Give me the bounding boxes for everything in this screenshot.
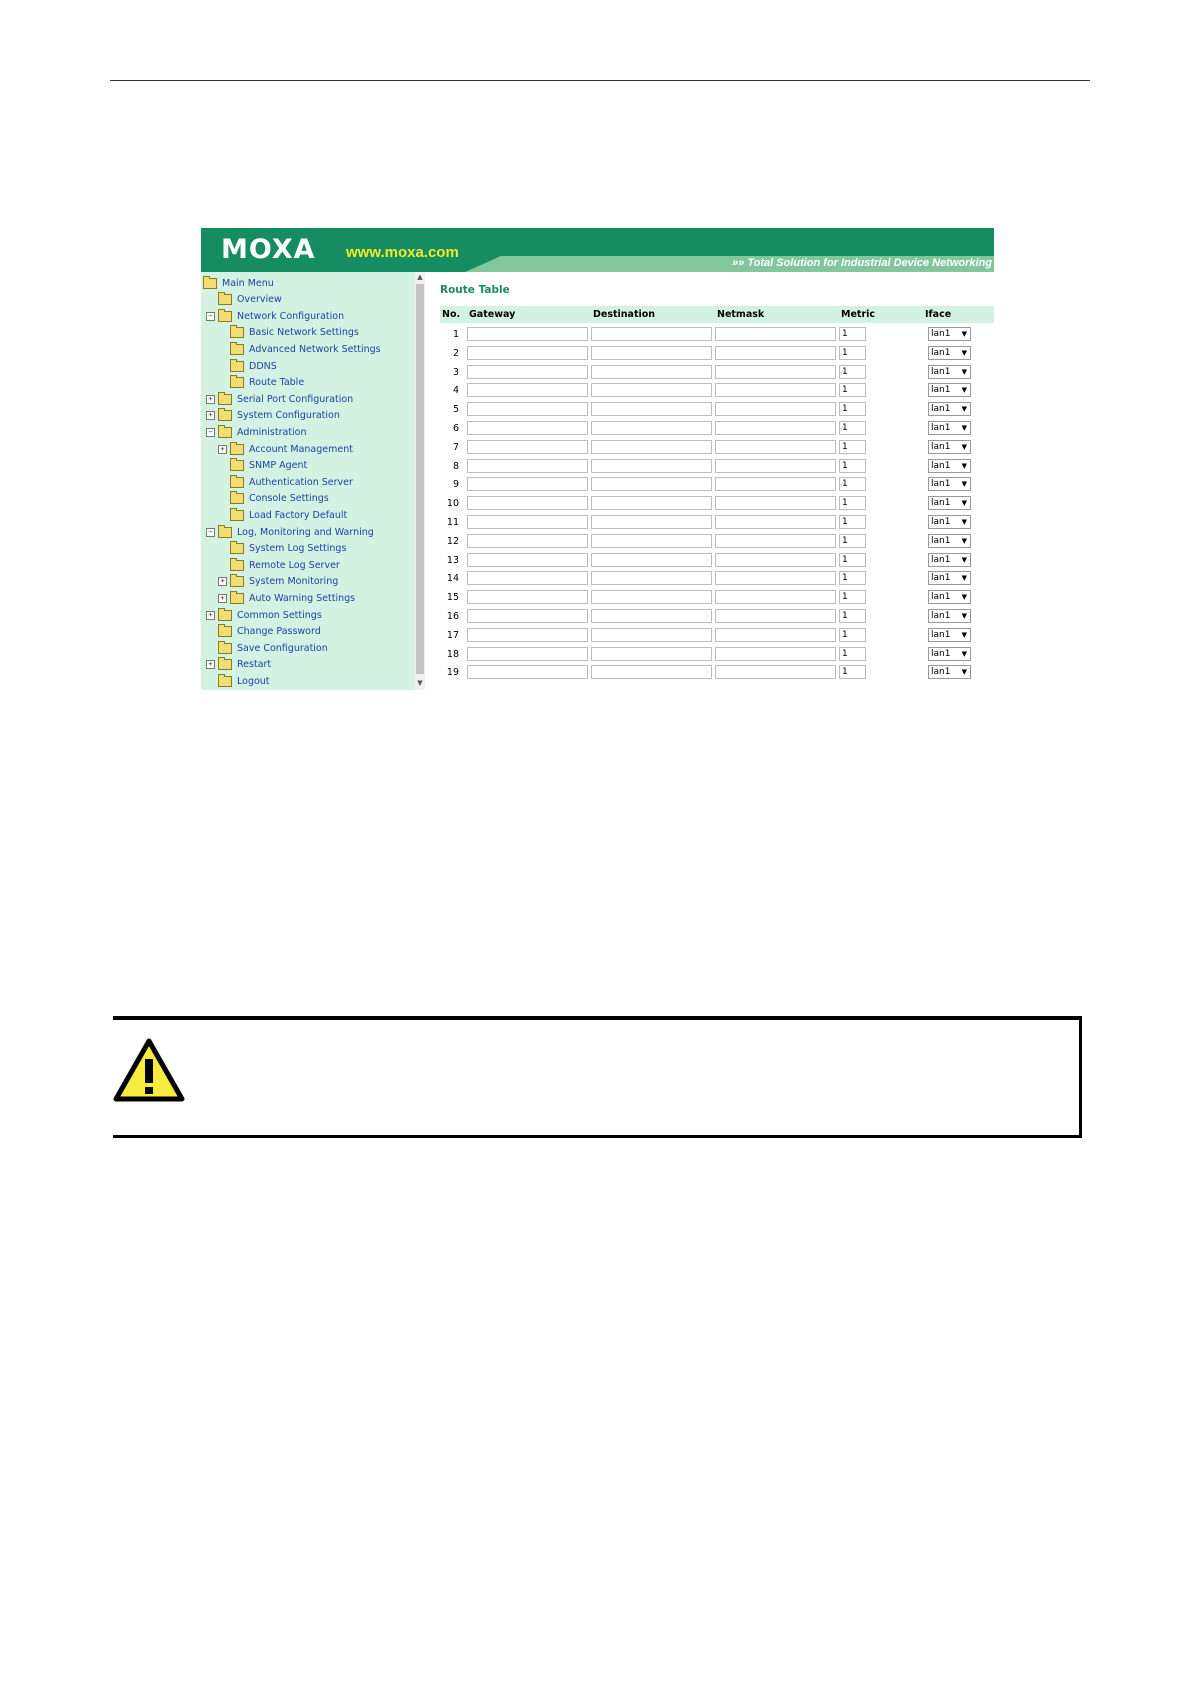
sidebar-item-label: Save Configuration	[237, 642, 328, 654]
destination-input[interactable]	[591, 515, 712, 529]
destination-input[interactable]	[591, 647, 712, 661]
expand-icon[interactable]: +	[206, 660, 215, 669]
destination-input[interactable]	[591, 477, 712, 491]
destination-input[interactable]	[591, 402, 712, 416]
iface-select[interactable]	[928, 365, 971, 379]
dropdown-caret-icon: ▼	[961, 499, 967, 508]
iface-value: lan1	[931, 404, 951, 415]
warning-triangle-icon	[113, 1037, 185, 1103]
destination-input[interactable]	[591, 553, 712, 567]
folder-icon	[218, 610, 232, 621]
iface-value: lan1	[931, 479, 951, 490]
dropdown-caret-icon: ▼	[961, 367, 967, 376]
folder-open-icon	[218, 527, 232, 538]
expand-icon[interactable]: +	[206, 411, 215, 420]
dropdown-caret-icon: ▼	[961, 424, 967, 432]
sidebar-item[interactable]	[218, 508, 347, 522]
sidebar-item-label: Advanced Network Settings	[249, 343, 381, 355]
row-number: 1	[452, 329, 459, 340]
row-number: 15	[446, 592, 459, 604]
sidebar-item[interactable]	[206, 525, 374, 539]
sidebar-item-label: Load Factory Default	[249, 509, 348, 521]
iface-select[interactable]	[928, 327, 971, 341]
netmask-input[interactable]	[715, 553, 836, 567]
destination-input[interactable]	[591, 421, 712, 435]
iface-select[interactable]	[928, 421, 971, 435]
table-row	[440, 326, 994, 344]
metric-input[interactable]: 1	[839, 515, 866, 529]
folder-icon	[218, 410, 232, 421]
folder-icon	[230, 344, 244, 355]
sidebar-item-label: Route Table	[249, 377, 305, 389]
sidebar-item-label: DDNS	[249, 360, 277, 372]
row-number: 10	[446, 498, 459, 510]
folder-icon	[230, 477, 244, 488]
destination-input[interactable]	[591, 383, 712, 397]
sidebar-item[interactable]	[203, 276, 274, 290]
sidebar-item-label: System Log Settings	[249, 543, 347, 555]
gateway-input[interactable]	[467, 459, 588, 473]
metric-input[interactable]: 1	[839, 534, 866, 548]
dropdown-caret-icon: ▼	[961, 593, 967, 602]
iface-value: lan1	[931, 629, 951, 640]
folder-icon	[230, 560, 244, 571]
sidebar-item-label: Main Menu	[222, 277, 274, 289]
column-header: Metric	[841, 309, 876, 320]
iface-select[interactable]	[928, 628, 971, 642]
gateway-input[interactable]	[467, 534, 588, 548]
folder-icon	[230, 327, 244, 338]
route-table-panel	[425, 272, 994, 690]
sidebar-item-label: SNMP Agent	[249, 460, 308, 472]
dropdown-caret-icon: ▼	[961, 348, 967, 357]
table-row	[440, 589, 994, 607]
folder-icon	[218, 294, 232, 305]
folder-icon	[218, 626, 232, 637]
scroll-thumb[interactable]	[416, 284, 424, 674]
row-number: 18	[446, 648, 459, 660]
column-header: Gateway	[469, 309, 516, 320]
metric-input[interactable]: 1	[839, 421, 866, 435]
folder-open-icon	[218, 427, 232, 438]
sidebar-item[interactable]	[206, 293, 282, 307]
metric-input[interactable]: 1	[839, 383, 866, 397]
netmask-input[interactable]	[715, 515, 836, 529]
column-header: Iface	[925, 309, 952, 320]
sidebar-item-label: Log, Monitoring and Warning	[237, 526, 374, 538]
destination-input[interactable]	[591, 496, 712, 510]
expand-icon[interactable]: +	[206, 395, 215, 404]
destination-input[interactable]	[591, 327, 712, 341]
metric-input[interactable]: 1	[839, 477, 866, 491]
row-number: 7	[452, 441, 459, 453]
folder-icon	[218, 394, 232, 405]
column-header: Netmask	[717, 309, 765, 320]
metric-input[interactable]: 1	[839, 647, 866, 661]
metric-input[interactable]: 1	[839, 365, 866, 379]
row-number: 19	[446, 667, 459, 679]
table-row	[440, 364, 994, 382]
collapse-icon[interactable]: −	[206, 312, 215, 321]
table-row	[440, 608, 994, 626]
sidebar-item-label: Administration	[237, 426, 307, 438]
gateway-input[interactable]	[467, 402, 588, 416]
table-row	[440, 646, 994, 664]
sidebar-item-label: Auto Warning Settings	[249, 592, 356, 604]
netmask-input[interactable]	[715, 609, 836, 623]
iface-select[interactable]	[928, 534, 971, 548]
table-row	[440, 382, 994, 400]
netmask-input[interactable]	[715, 628, 836, 642]
netmask-input[interactable]	[715, 365, 836, 379]
destination-input[interactable]	[591, 590, 712, 604]
iface-value: lan1	[931, 667, 951, 678]
web-console-screenshot	[201, 228, 994, 690]
destination-input[interactable]	[591, 609, 712, 623]
table-row	[440, 476, 994, 494]
destination-input[interactable]	[591, 440, 712, 454]
expand-icon[interactable]: +	[218, 577, 227, 586]
row-number: 9	[452, 479, 459, 491]
netmask-input[interactable]	[715, 496, 836, 510]
iface-value: lan1	[931, 517, 951, 527]
sidebar-item-label: Authentication Server	[249, 476, 353, 488]
iface-value: lan1	[931, 460, 951, 471]
folder-icon	[230, 444, 244, 455]
sidebar-item[interactable]	[218, 542, 346, 556]
netmask-input[interactable]	[715, 571, 836, 585]
sidebar-item[interactable]	[218, 575, 338, 589]
gateway-input[interactable]	[467, 515, 588, 529]
sidebar-item[interactable]	[218, 376, 304, 390]
folder-icon	[230, 593, 244, 604]
iface-value: lan1	[931, 329, 951, 339]
netmask-input[interactable]	[715, 590, 836, 604]
destination-input[interactable]	[591, 534, 712, 548]
folder-icon	[230, 510, 244, 521]
row-number: 17	[446, 629, 459, 641]
metric-input[interactable]: 1	[839, 440, 866, 454]
table-row	[440, 495, 994, 513]
row-number: 4	[452, 385, 459, 397]
table-row	[440, 664, 994, 682]
iface-select[interactable]	[928, 496, 971, 510]
sidebar-item[interactable]	[206, 392, 353, 406]
dropdown-caret-icon: ▼	[961, 630, 967, 639]
scroll-down-arrow-icon[interactable]: ▼	[417, 679, 423, 687]
folder-icon	[218, 643, 232, 654]
sidebar-item[interactable]	[206, 608, 322, 622]
sidebar-item[interactable]	[206, 658, 271, 672]
metric-input[interactable]: 1	[839, 459, 866, 473]
metric-input[interactable]: 1	[839, 553, 866, 567]
collapse-icon[interactable]: −	[206, 528, 215, 537]
gateway-input[interactable]	[467, 383, 588, 397]
iface-value: lan1	[931, 366, 951, 377]
gateway-input[interactable]	[467, 553, 588, 567]
sidebar-item[interactable]	[218, 359, 277, 373]
folder-icon	[218, 676, 232, 687]
folder-icon	[218, 659, 232, 670]
sidebar-item-label: System Configuration	[237, 410, 340, 422]
dropdown-caret-icon: ▼	[961, 612, 967, 620]
gateway-input[interactable]	[467, 609, 588, 623]
netmask-input[interactable]	[715, 346, 836, 360]
iface-value: lan1	[931, 648, 951, 659]
sidebar-item-label: System Monitoring	[249, 576, 339, 588]
sidebar-item-label: Console Settings	[249, 493, 329, 505]
sidebar-item[interactable]	[218, 459, 307, 473]
sidebar-item[interactable]	[206, 641, 328, 655]
gateway-input[interactable]	[467, 665, 588, 679]
folder-icon	[230, 543, 244, 554]
dropdown-caret-icon: ▼	[961, 405, 967, 414]
netmask-input[interactable]	[715, 327, 836, 341]
dropdown-caret-icon: ▼	[961, 536, 967, 545]
gateway-input[interactable]	[467, 647, 588, 661]
iface-select[interactable]	[928, 515, 971, 529]
table-row	[440, 570, 994, 588]
iface-value: lan1	[931, 535, 951, 546]
row-number: 11	[446, 517, 459, 528]
sidebar-item-label: Overview	[237, 294, 282, 306]
table-row	[440, 458, 994, 476]
row-number: 13	[446, 554, 459, 566]
metric-input[interactable]: 1	[839, 346, 866, 360]
sidebar-item-label: Remote Log Server	[249, 559, 340, 571]
folder-icon	[230, 460, 244, 471]
sidebar-item-label: Network Configuration	[237, 310, 345, 322]
folder-icon	[230, 493, 244, 504]
table-row	[440, 401, 994, 419]
sidebar-item[interactable]	[218, 591, 355, 605]
row-number: 8	[452, 460, 459, 472]
row-number: 3	[452, 366, 459, 378]
table-row	[440, 345, 994, 363]
netmask-input[interactable]	[715, 647, 836, 661]
iface-select[interactable]	[928, 346, 971, 360]
iface-select[interactable]	[928, 647, 971, 661]
column-header: Destination	[593, 309, 656, 320]
netmask-input[interactable]	[715, 383, 836, 397]
netmask-input[interactable]	[715, 421, 836, 435]
dropdown-caret-icon: ▼	[961, 480, 967, 489]
gateway-input[interactable]	[467, 365, 588, 379]
metric-input[interactable]: 1	[839, 571, 866, 585]
sidebar-item-label: Common Settings	[237, 609, 322, 621]
sidebar-item[interactable]	[218, 558, 340, 572]
row-number: 5	[452, 404, 459, 416]
iface-value: lan1	[931, 554, 951, 565]
iface-select[interactable]	[928, 477, 971, 491]
dropdown-caret-icon: ▼	[961, 555, 967, 564]
metric-input[interactable]: 1	[839, 402, 866, 416]
metric-input[interactable]: 1	[839, 609, 866, 623]
iface-value: lan1	[931, 385, 951, 396]
row-number: 6	[452, 423, 459, 434]
row-number: 14	[446, 573, 459, 585]
dropdown-caret-icon: ▼	[961, 574, 967, 583]
banner-tagline: »» Total Solution for Industrial Device Networking	[732, 257, 992, 269]
dropdown-caret-icon: ▼	[961, 649, 967, 658]
row-number: 2	[452, 347, 459, 359]
sidebar-item-label: Account Management	[249, 443, 353, 455]
sidebar-item-label: Basic Network Settings	[249, 327, 359, 339]
iface-value: lan1	[931, 592, 951, 603]
destination-input[interactable]	[591, 571, 712, 585]
sidebar-item[interactable]	[206, 674, 270, 688]
iface-select[interactable]	[928, 440, 971, 454]
page-header-rule	[110, 80, 1090, 81]
dropdown-caret-icon: ▼	[961, 386, 967, 395]
gateway-input[interactable]	[467, 590, 588, 604]
dropdown-caret-icon: ▼	[961, 442, 967, 451]
sidebar-item-label: Logout	[237, 675, 270, 687]
destination-input[interactable]	[591, 365, 712, 379]
sidebar-item-label: Serial Port Configuration	[237, 393, 354, 405]
sidebar-item[interactable]	[218, 326, 359, 340]
gateway-input[interactable]	[467, 346, 588, 360]
row-number: 12	[446, 535, 459, 547]
iface-value: lan1	[931, 498, 951, 509]
dropdown-caret-icon: ▼	[961, 518, 967, 526]
folder-icon	[230, 377, 244, 388]
gateway-input[interactable]	[467, 628, 588, 642]
folder-icon	[230, 361, 244, 372]
gateway-input[interactable]	[467, 440, 588, 454]
table-row	[440, 552, 994, 570]
iface-value: lan1	[931, 347, 951, 358]
metric-input[interactable]: 1	[839, 665, 866, 679]
folder-icon	[230, 576, 244, 587]
dropdown-caret-icon: ▼	[961, 330, 967, 338]
metric-input[interactable]: 1	[839, 590, 866, 604]
main-menu-sidebar	[201, 272, 415, 690]
iface-select[interactable]	[928, 402, 971, 416]
iface-select[interactable]	[928, 553, 971, 567]
table-row	[440, 514, 994, 532]
expand-icon[interactable]: +	[218, 594, 227, 603]
iface-select[interactable]	[928, 383, 971, 397]
moxa-banner	[201, 228, 994, 272]
netmask-input[interactable]	[715, 459, 836, 473]
sidebar-item[interactable]	[218, 492, 329, 506]
dropdown-caret-icon: ▼	[961, 461, 967, 470]
column-header: No.	[442, 309, 461, 320]
iface-select[interactable]	[928, 571, 971, 585]
sidebar-item[interactable]	[218, 442, 353, 456]
destination-input[interactable]	[591, 459, 712, 473]
table-row	[440, 533, 994, 551]
folder-open-icon	[218, 311, 232, 322]
iface-value: lan1	[931, 611, 951, 621]
dropdown-caret-icon: ▼	[961, 668, 967, 677]
table-row	[440, 627, 994, 645]
moxa-logo: MOXA	[221, 234, 316, 265]
gateway-input[interactable]	[467, 327, 588, 341]
expand-icon[interactable]: +	[218, 445, 227, 454]
gateway-input[interactable]	[467, 477, 588, 491]
folder-open-icon	[203, 278, 217, 289]
collapse-icon[interactable]: −	[206, 428, 215, 437]
netmask-input[interactable]	[715, 534, 836, 548]
warning-box	[113, 1016, 1082, 1138]
sidebar-scrollbar[interactable]	[415, 272, 425, 690]
destination-input[interactable]	[591, 628, 712, 642]
netmask-input[interactable]	[715, 402, 836, 416]
sidebar-item-label: Change Password	[237, 626, 321, 638]
metric-input[interactable]: 1	[839, 628, 866, 642]
metric-input[interactable]: 1	[839, 496, 866, 510]
sidebar-item[interactable]	[218, 342, 381, 356]
gateway-input[interactable]	[467, 496, 588, 510]
sidebar-item[interactable]	[206, 625, 321, 639]
destination-input[interactable]	[591, 346, 712, 360]
iface-select[interactable]	[928, 665, 971, 679]
iface-select[interactable]	[928, 609, 971, 623]
sidebar-item[interactable]	[206, 309, 344, 323]
route-table-header	[440, 306, 994, 323]
scroll-up-arrow-icon[interactable]: ▲	[417, 273, 423, 281]
netmask-input[interactable]	[715, 440, 836, 454]
iface-select[interactable]	[928, 590, 971, 604]
table-row	[440, 420, 994, 438]
iface-value: lan1	[931, 423, 951, 433]
moxa-url[interactable]: www.moxa.com	[346, 244, 459, 261]
netmask-input[interactable]	[715, 665, 836, 679]
gateway-input[interactable]	[467, 571, 588, 585]
expand-icon[interactable]: +	[206, 611, 215, 620]
iface-value: lan1	[931, 441, 951, 452]
iface-value: lan1	[931, 573, 951, 584]
metric-input[interactable]: 1	[839, 327, 866, 341]
sidebar-item-label: Restart	[237, 659, 272, 671]
gateway-input[interactable]	[467, 421, 588, 435]
row-number: 16	[446, 611, 459, 622]
sidebar-item[interactable]	[206, 409, 340, 423]
table-row	[440, 439, 994, 457]
sidebar-item[interactable]	[206, 425, 307, 439]
destination-input[interactable]	[591, 665, 712, 679]
iface-select[interactable]	[928, 459, 971, 473]
page-title: Route Table	[440, 284, 510, 296]
netmask-input[interactable]	[715, 477, 836, 491]
sidebar-item[interactable]	[218, 475, 353, 489]
